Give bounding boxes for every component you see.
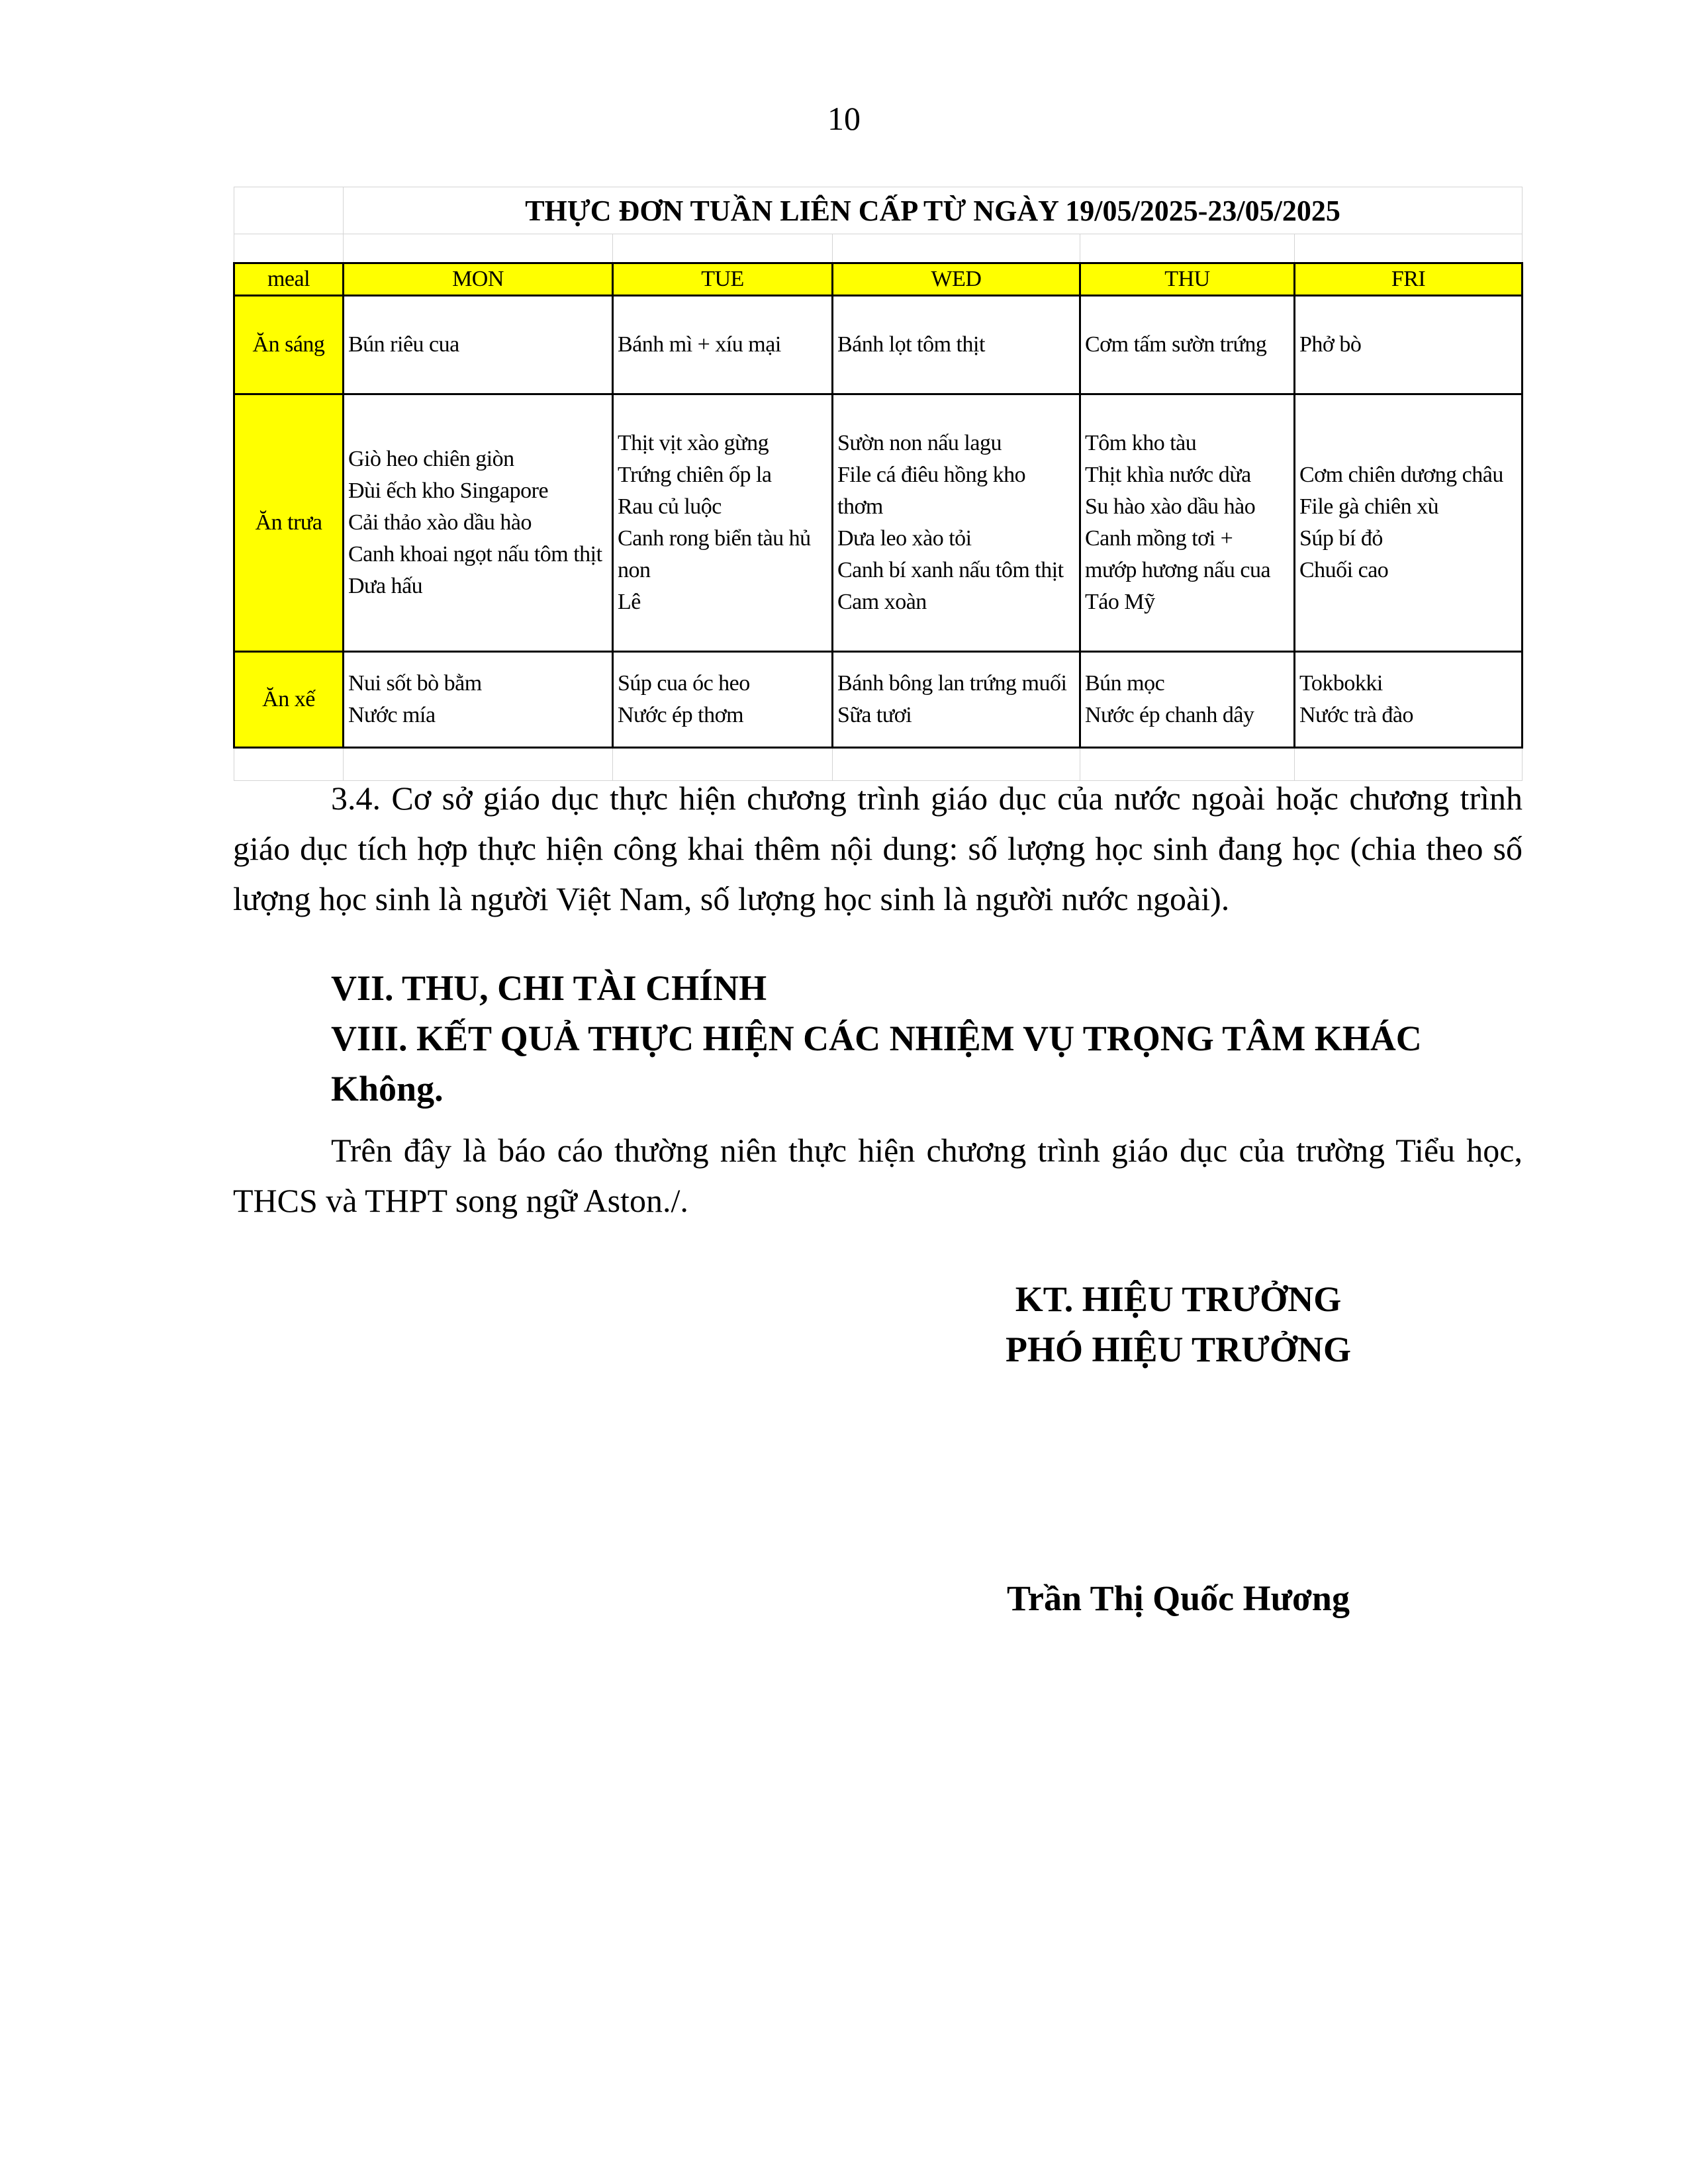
food-item: Canh khoai ngọt nấu tôm thịt — [348, 542, 602, 567]
food-item: non — [618, 558, 651, 582]
food-item: Súp bí đỏ — [1299, 526, 1383, 551]
menu-cell-lunch-thu — [1080, 394, 1295, 652]
menu-row-snack — [234, 652, 1523, 748]
menu-cell-breakfast-wed — [833, 296, 1080, 394]
menu-cell-snack-fri — [1295, 652, 1523, 748]
food-item: thơm — [837, 494, 883, 519]
menu-cell-snack-mon — [344, 652, 613, 748]
food-item: Canh mồng tơi + — [1085, 526, 1233, 551]
food-item: Cơm tấm sườn trứng — [1085, 332, 1267, 357]
food-item: Nước mía — [348, 703, 436, 727]
menu-cell-lunch-wed — [833, 394, 1080, 652]
food-item: Đùi ếch kho Singapore — [348, 478, 549, 503]
signature-title-line2: PHÓ HIỆU TRƯỞNG — [1005, 1330, 1352, 1369]
food-item: Súp cua óc heo — [618, 671, 750, 696]
menu-cell-lunch-mon — [344, 394, 613, 652]
food-item: Nui sốt bò bằm — [348, 671, 482, 696]
food-item: Thịt khìa nước dừa — [1085, 463, 1251, 487]
food-item: Canh bí xanh nấu tôm thịt — [837, 558, 1064, 582]
menu-cell-breakfast-fri — [1295, 296, 1523, 394]
food-item: Thịt vịt xào gừng — [618, 431, 769, 455]
food-item: Nước ép chanh dây — [1085, 703, 1254, 727]
food-item: Trứng chiên ốp la — [618, 463, 772, 487]
food-item: Cam xoàn — [837, 590, 927, 614]
menu-cell-breakfast-mon — [344, 296, 613, 394]
weekly-menu-table — [233, 187, 1521, 781]
text-khong: Không. — [331, 1069, 444, 1109]
menu-header-row — [234, 263, 1523, 296]
food-item: Táo Mỹ — [1085, 590, 1155, 614]
menu-title: THỰC ĐƠN TUẦN LIÊN CẤP TỪ NGÀY 19/05/2025-23/05/2025 — [344, 187, 1523, 234]
menu-cell-lunch-fri — [1295, 394, 1523, 652]
page-number: 10 — [827, 100, 861, 137]
menu-cell-breakfast-tue — [613, 296, 833, 394]
food-item: Rau củ luộc — [618, 494, 722, 519]
signer-name: Trần Thị Quốc Hương — [1007, 1578, 1350, 1618]
heading-section-7: VII. THU, CHI TÀI CHÍNH — [331, 968, 767, 1008]
menu-cell-snack-thu — [1080, 652, 1295, 748]
food-item: Nước ép thơm — [618, 703, 744, 727]
header-meal: meal — [234, 263, 344, 296]
closing-paragraph: Trên đây là báo cáo thường niên thực hiện chương trình giáo dục của trường Tiểu học, THCS và THPT song ngữ Aston./. — [233, 1132, 1523, 1219]
header-mon: MON — [344, 263, 613, 296]
heading-section-8: VIII. KẾT QUẢ THỰC HIỆN CÁC NHIỆM VỤ TRỌNG TÂM KHÁC — [331, 1019, 1422, 1058]
food-item: Phở bò — [1299, 332, 1362, 357]
header-tue: TUE — [613, 263, 833, 296]
signature-title-line1: KT. HIỆU TRƯỞNG — [1015, 1279, 1342, 1319]
paragraph-3-4: 3.4. Cơ sở giáo dục thực hiện chương trình giáo dục của nước ngoài hoặc chương trình giáo dục tích hợp thực hiện công khai thêm nội dung: số lượng học sinh đang học (chia theo số lượng học sinh là người Việt Nam, số lượng học sinh là người nước ngoài). — [233, 780, 1523, 917]
food-item: Giò heo chiên giòn — [348, 447, 514, 471]
food-item: Sườn non nấu lagu — [837, 431, 1002, 455]
food-item: Canh rong biển tàu hủ — [618, 526, 811, 551]
menu-row-lunch — [234, 394, 1523, 652]
food-item: Nước trà đào — [1299, 703, 1414, 727]
food-item: Chuối cao — [1299, 558, 1389, 582]
menu-cell-snack-wed — [833, 652, 1080, 748]
meal-label: Ăn sáng — [234, 296, 344, 394]
menu-cell-snack-tue — [613, 652, 833, 748]
food-item: File gà chiên xù — [1299, 494, 1439, 519]
header-wed: WED — [833, 263, 1080, 296]
header-thu: THU — [1080, 263, 1295, 296]
meal-label: Ăn xế — [234, 652, 344, 748]
food-item: Bún mọc — [1085, 671, 1165, 696]
menu-row-breakfast — [234, 296, 1523, 394]
food-item: Cải thảo xào dầu hào — [348, 510, 532, 535]
food-item: Dưa leo xào tỏi — [837, 526, 972, 551]
header-fri: FRI — [1295, 263, 1523, 296]
food-item: Bánh mì + xíu mại — [618, 332, 781, 357]
food-item: File cá điêu hồng kho — [837, 463, 1026, 487]
food-item: Lê — [618, 590, 641, 614]
food-item: Tokbokki — [1299, 671, 1383, 696]
food-item: Dưa hấu — [348, 574, 423, 598]
food-item: Bún riêu cua — [348, 332, 459, 357]
menu-cell-lunch-tue — [613, 394, 833, 652]
food-item: Bánh bông lan trứng muối — [837, 671, 1067, 696]
food-item: Tôm kho tàu — [1085, 431, 1197, 455]
menu-cell-breakfast-thu — [1080, 296, 1295, 394]
food-item: Su hào xào dầu hào — [1085, 494, 1256, 519]
food-item: Sữa tươi — [837, 703, 912, 727]
meal-label: Ăn trưa — [234, 394, 344, 652]
menu-corner-cell — [234, 187, 344, 234]
food-item: Cơm chiên dương châu — [1299, 463, 1503, 487]
food-item: mướp hương nấu cua — [1085, 558, 1271, 582]
food-item: Bánh lọt tôm thịt — [837, 332, 985, 357]
